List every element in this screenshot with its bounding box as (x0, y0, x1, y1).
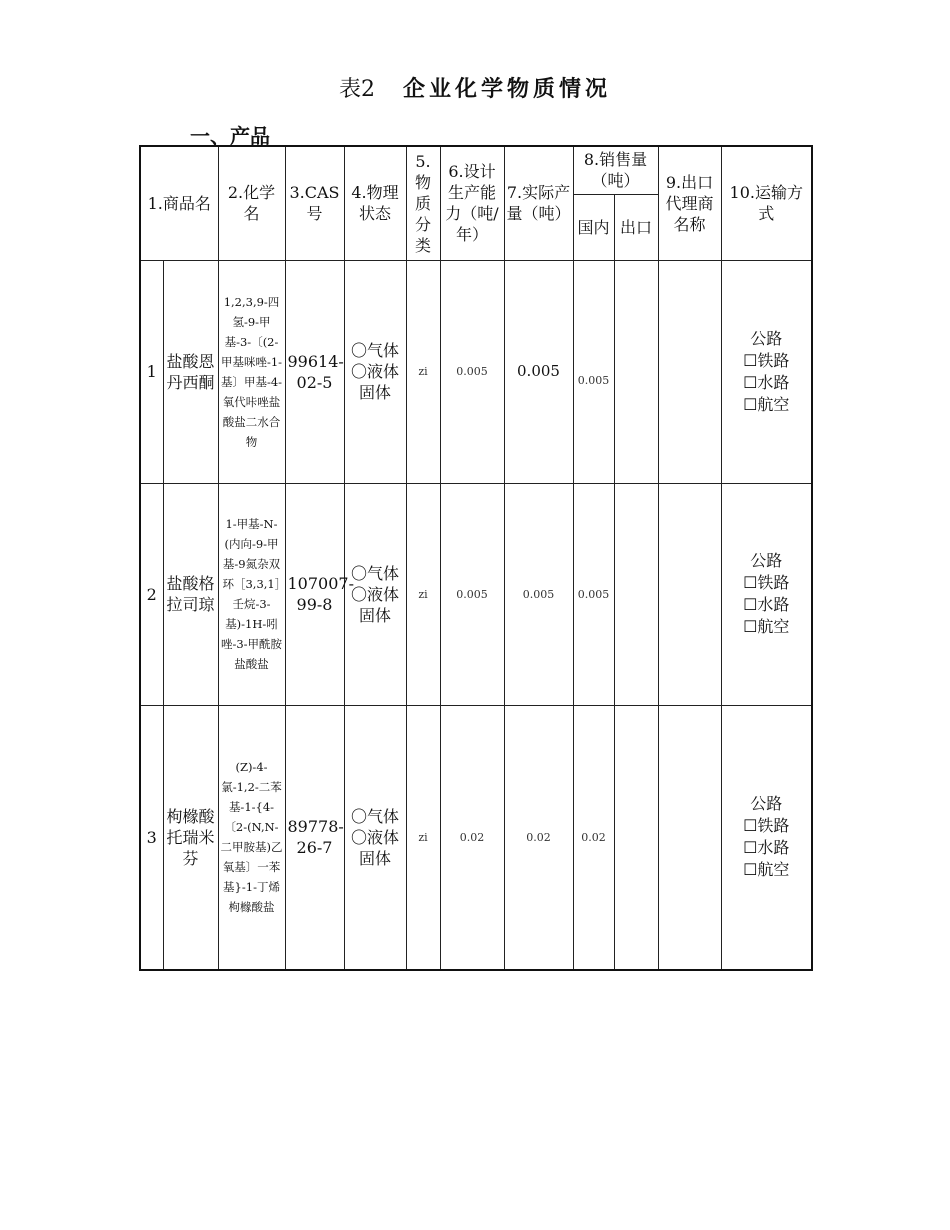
state-option-liquid: 〇液体 (350, 362, 399, 381)
chemical-name-cell: 1-甲基-N-(内向-9-甲基-9氮杂双环［3,3,1］壬烷-3-基)-1H-吲唑-3-甲酰胺盐酸盐 (218, 483, 285, 705)
export-sales-cell (614, 705, 658, 970)
table-number: 表2 (338, 77, 375, 102)
transport-cell (721, 260, 812, 483)
export-agent-cell (658, 260, 721, 483)
transport-air: ☐航空 (743, 860, 790, 880)
transport-water: ☐水路 (743, 838, 790, 858)
trade-name-cell: 盐酸格拉司琼 (163, 483, 218, 705)
state-option-gas: 〇气体 (350, 806, 399, 826)
transport-rail: ☐铁路 (743, 816, 790, 836)
state-option-gas: 〇气体 (350, 563, 399, 583)
table-title (0, 72, 950, 103)
row-index: 2 (140, 483, 163, 705)
design-capacity-cell: 0.02 (440, 705, 504, 970)
table-row (140, 483, 812, 705)
header-domestic: 国内 (573, 194, 614, 260)
physical-state-cell (344, 483, 406, 705)
header-sales: 8.销售量（吨） (573, 146, 658, 194)
physical-state-cell (344, 260, 406, 483)
table-row (140, 260, 812, 483)
trade-name-cell: 盐酸恩丹西酮 (163, 260, 218, 483)
transport-road: 公路 (750, 328, 783, 348)
domestic-sales-cell: 0.005 (573, 483, 614, 705)
export-sales-cell (614, 483, 658, 705)
header-design-capacity: 6.设计生产能力（吨/年） (440, 146, 504, 260)
actual-output-cell: 0.005 (504, 483, 573, 705)
chemical-name-cell: (Z)-4-氯-1,2-二苯基-1-{4-〔2-(N,N-二甲胺基)乙氧基〕一苯基}-1-丁烯枸橼酸盐 (218, 705, 285, 970)
header-actual-output: 7.实际产量（吨） (504, 146, 573, 260)
chemical-table (139, 145, 813, 971)
section-heading: 一、产品 (190, 124, 270, 148)
state-option-liquid: 〇液体 (350, 827, 399, 847)
transport-water: ☐水路 (743, 372, 790, 392)
transport-rail: ☐铁路 (743, 350, 790, 370)
transport-road: 公路 (750, 551, 783, 570)
state-option-gas: 〇气体 (350, 341, 399, 360)
state-option-solid: 固体 (358, 848, 391, 868)
header-export-agent: 9.出口代理商名称 (658, 146, 721, 260)
physical-state-cell (344, 705, 406, 970)
actual-output-cell: 0.005 (504, 260, 573, 483)
header-transport: 10.运输方式 (721, 146, 812, 260)
transport-air: ☐航空 (743, 394, 790, 414)
design-capacity-cell: 0.005 (440, 260, 504, 483)
cas-cell: 89778-26-7 (285, 705, 344, 970)
domestic-sales-cell: 0.005 (573, 260, 614, 483)
export-agent-cell (658, 483, 721, 705)
cas-cell: 99614-02-5 (285, 260, 344, 483)
transport-water: ☐水路 (743, 595, 790, 614)
header-cas: 3.CAS号 (285, 146, 344, 260)
state-option-solid: 固体 (358, 605, 391, 625)
row-index: 1 (140, 260, 163, 483)
classification-cell: zi (406, 705, 440, 970)
state-option-liquid: 〇液体 (350, 584, 399, 604)
transport-cell (721, 483, 812, 705)
domestic-sales-cell: 0.02 (573, 705, 614, 970)
table-title-text: 企业化学物质情况 (402, 76, 611, 102)
classification-cell: zi (406, 483, 440, 705)
export-agent-cell (658, 705, 721, 970)
header-physical-state: 4.物理状态 (344, 146, 406, 260)
cas-cell: 107007-99-8 (285, 483, 344, 705)
header-chemical-name: 2.化学名 (218, 146, 285, 260)
header-export: 出口 (614, 194, 658, 260)
transport-rail: ☐铁路 (743, 573, 790, 592)
transport-road: 公路 (750, 794, 783, 814)
trade-name-cell: 枸橼酸托瑞米芬 (163, 705, 218, 970)
header-trade-name: 1.商品名 (140, 146, 218, 260)
header-classification: 5.物质分类 (406, 146, 440, 260)
transport-air: ☐航空 (743, 617, 790, 636)
transport-cell (721, 705, 812, 970)
state-option-solid: 固体 (358, 383, 391, 402)
chemical-name-cell: 1,2,3,9-四氢-9-甲基-3-〔(2-甲基咪唑-1-基〕甲基-4-氧代咔唑盐酸盐二水合物 (218, 260, 285, 483)
row-index: 3 (140, 705, 163, 970)
classification-cell: zi (406, 260, 440, 483)
actual-output-cell: 0.02 (504, 705, 573, 970)
table-row (140, 705, 812, 970)
export-sales-cell (614, 260, 658, 483)
design-capacity-cell: 0.005 (440, 483, 504, 705)
